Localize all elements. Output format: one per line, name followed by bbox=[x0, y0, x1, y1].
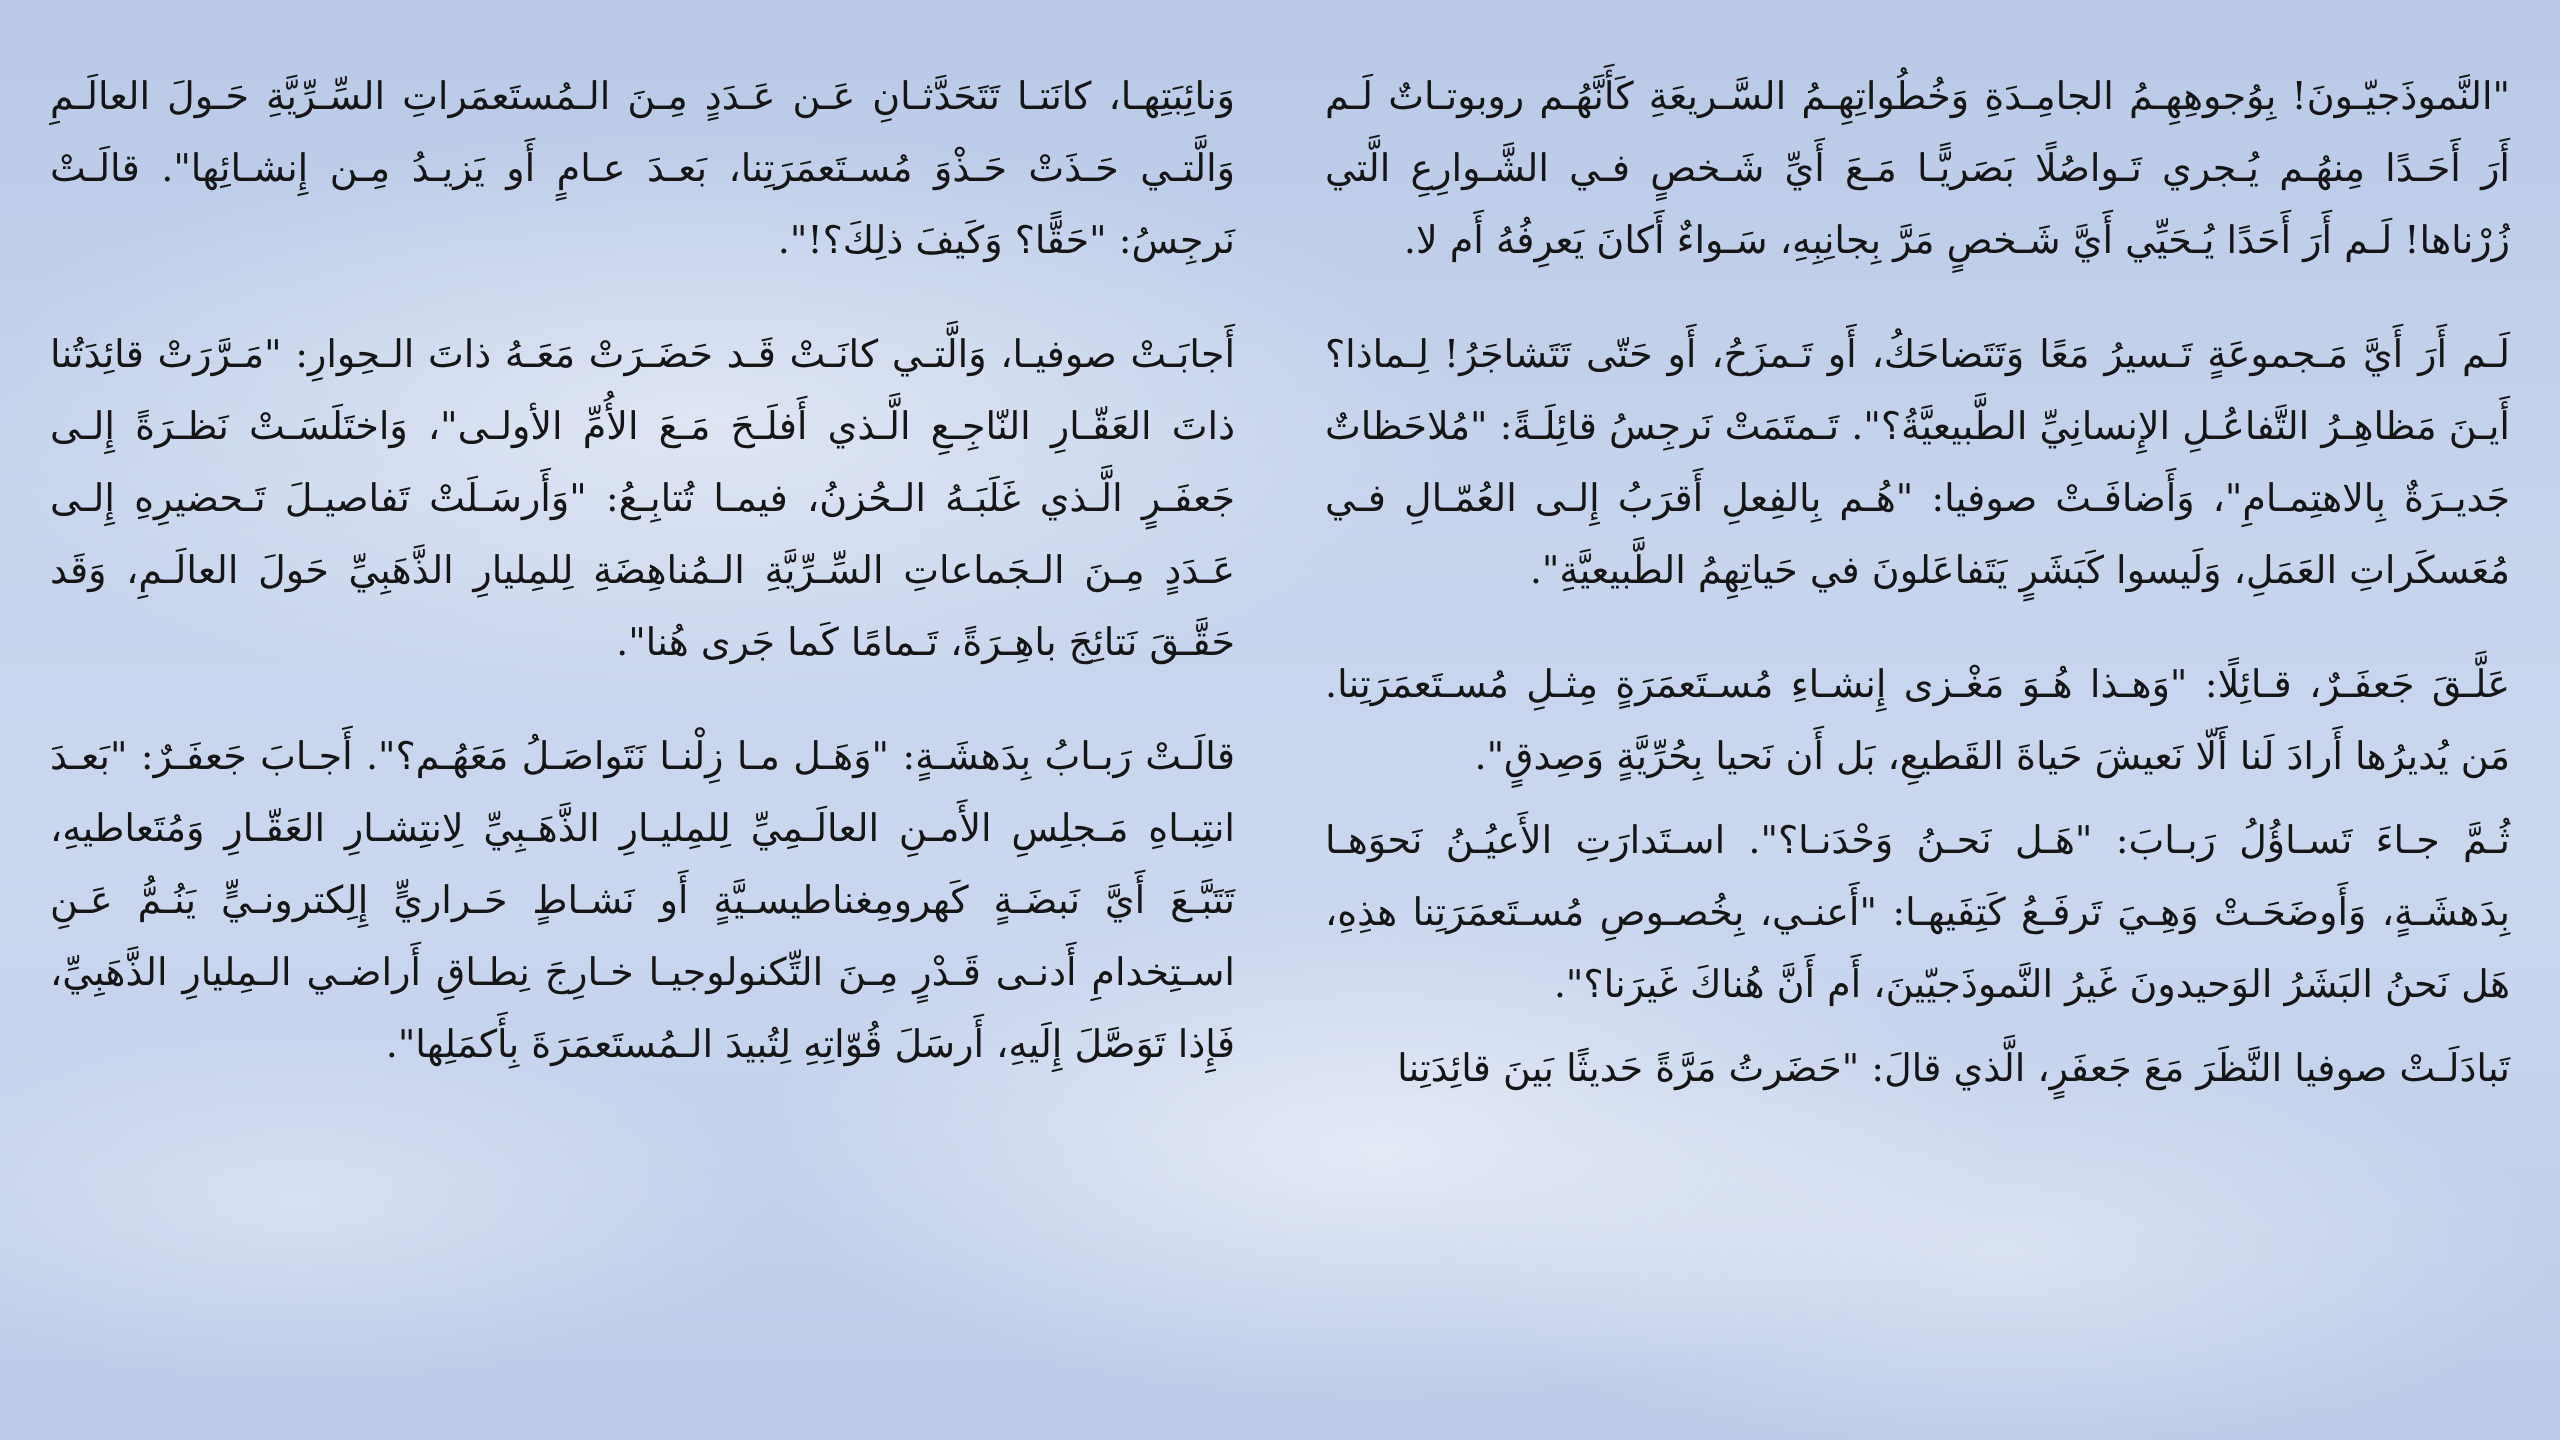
paragraph: عَلَّـقَ جَعفَـرٌ، قـائِلًا: "وَهـذا هُـوَ مَغْـزى إِنشـاءِ مُسـتَعمَرَةٍ مِثـلِ مُسـتَعمَرَتِنا. مَن يُديرُها أَرادَ لَنا أَلّا نَعيشَ حَياةَ القَطيعِ، بَل أَن نَحيا بِحُرِّيَّةٍ وَصِدقٍ". bbox=[1325, 662, 2510, 778]
paragraph: ثُـمَّ جـاءَ تَسـاؤُلُ رَبـابَ: "هَـل نَحـنُ وَحْدَنـا؟". اسـتَدارَتِ الأَعيُـنُ نَحوَهـا بِدَهشَـةٍ، وَأَوضَحَـتْ وَهِـيَ تَرفَـعُ كَتِفَيهـا: "أَعنـي، بِخُصـوصِ مُسـتَعمَرَتِنا هذِهِ، هَل نَحنُ البَشَرُ الوَحيدونَ غَيرُ النَّموذَجيّينَ، أَم أَنَّ هُناكَ غَيرَنا؟". bbox=[1325, 818, 2510, 1006]
paragraph: وَنائِبَتِهـا، كانَتـا تَتَحَدَّثـانِ عَـن عَـدَدٍ مِـنَ الـمُستَعمَراتِ السِّـرِّيَّةِ حَـولَ العالَـمِ وَالَّتـي حَـذَتْ حَـذْوَ مُسـتَعمَرَتِنا، بَعـدَ عـامٍ أَو يَزيـدُ مِـن إِنشـائِها". قالَـتْ نَرجِسُ: "حَقًّا؟ وَكَيفَ ذلِكَ؟!". bbox=[50, 74, 1235, 262]
left-text-column bbox=[50, 60, 1235, 1122]
paragraph: تَبادَلَـتْ صوفيا النَّظَرَ مَعَ جَعفَرٍ، الَّذي قالَ: "حَضَرتُ مَرَّةً حَديثًا بَينَ قائِدَتِنا bbox=[1397, 1046, 2510, 1090]
paragraph: أَجابَـتْ صوفيـا، وَالَّتـي كانَـتْ قَـد حَضَـرَتْ مَعَـهُ ذاتَ الـحِوارِ: "مَـرَّرَتْ قائِدَتُنا ذاتَ العَقّـارِ النّاجِـعِ الَّـذي أَفلَـحَ مَـعَ الأُمِّ الأولـى"، وَاختَلَسَـتْ نَظـرَةً إِلـى جَعفَـرٍ الَّـذي غَلَبَـهُ الـحُزنُ، فيمـا تُتابِـعُ: "وَأَرسَـلَتْ تَفاصيـلَ تَـحضيرِهِ إِلـى عَـدَدٍ مِـنَ الـجَماعاتِ السِّـرِّيَّةِ الـمُناهِضَةِ لِلمِليارِ الذَّهَبِيِّ حَولَ العالَـمِ، وَقَد حَقَّـقَ نَتائِجَ باهِـرَةً، تَـمامًا كَما جَرى هُنا". bbox=[50, 332, 1235, 664]
paragraph: لَـم أَرَ أَيَّ مَـجموعَةٍ تَـسيرُ مَعًا وَتَتَضاحَكُ، أَو تَـمزَحُ، أَو حَتّى تَتَشاجَرُ! لِـماذا؟ أَيـنَ مَظاهِـرُ التَّفاعُـلِ الإِنسانِيِّ الطَّبيعيَّةُ؟". تَـمتَمَتْ نَرجِسُ قائِلَـةً: "مُلاحَظاتٌ جَديـرَةٌ بِالاهتِمـامِ"، وَأَضافَـتْ صوفيا: "هُـم بِالفِعلِ أَقرَبُ إِلـى العُمّـالِ فـي مُعَسكَراتِ العَمَلِ، وَلَيسوا كَبَشَرٍ يَتَفاعَلونَ في حَياتِهِمُ الطَّبيعيَّةِ". bbox=[1325, 332, 2510, 592]
paragraph: "النَّموذَجيّـونَ! بِوُجوهِهِـمُ الجامِـدَةِ وَخُطُواتِهِـمُ السَّـريعَةِ كَأَنَّهُـم روبوتـاتٌ لَـم أَرَ أَحَـدًا مِنهُـم يُـجري تَـواصُلًا بَصَريًّـا مَـعَ أَيِّ شَـخصٍ فـي الشَّـوارِعِ الَّتي زُرْناها! لَـم أَرَ أَحَدًا يُـحَيِّي أَيَّ شَـخصٍ مَرَّ بِجانِبِهِ، سَـواءٌ أَكانَ يَعرِفُهُ أَم لا. bbox=[1325, 74, 2510, 262]
right-text-column bbox=[1325, 60, 2510, 1146]
paragraph: قالَـتْ رَبـابُ بِدَهشَـةٍ: "وَهَـل مـا زِلْنـا نَتَواصَـلُ مَعَهُـم؟". أَجـابَ جَعفَـرٌ: "بَعـدَ انتِبـاهِ مَـجلِسِ الأَمـنِ العالَـمِيِّ لِلمِليـارِ الذَّهَـبِيِّ لِانتِشـارِ العَقّـارِ وَمُتَعاطيهِ، تَتَبَّـعَ أَيَّ نَبضَـةٍ كَهرومِغناطيسـيَّةٍ أَو نَشـاطٍ حَـراريٍّ إِلِكترونـيٍّ يَنُـمُّ عَـنِ اسـتِخدامِ أَدنـى قَـدْرٍ مِـنَ التِّكنولوجيـا خـارِجَ نِطـاقِ أَراضـي الـمِليارِ الذَّهَبِيِّ، فَإِذا تَوَصَّلَ إِلَيهِ، أَرسَلَ قُوّاتِهِ لِتُبيدَ الـمُستَعمَرَةَ بِأَكمَلِها". bbox=[50, 734, 1235, 1066]
